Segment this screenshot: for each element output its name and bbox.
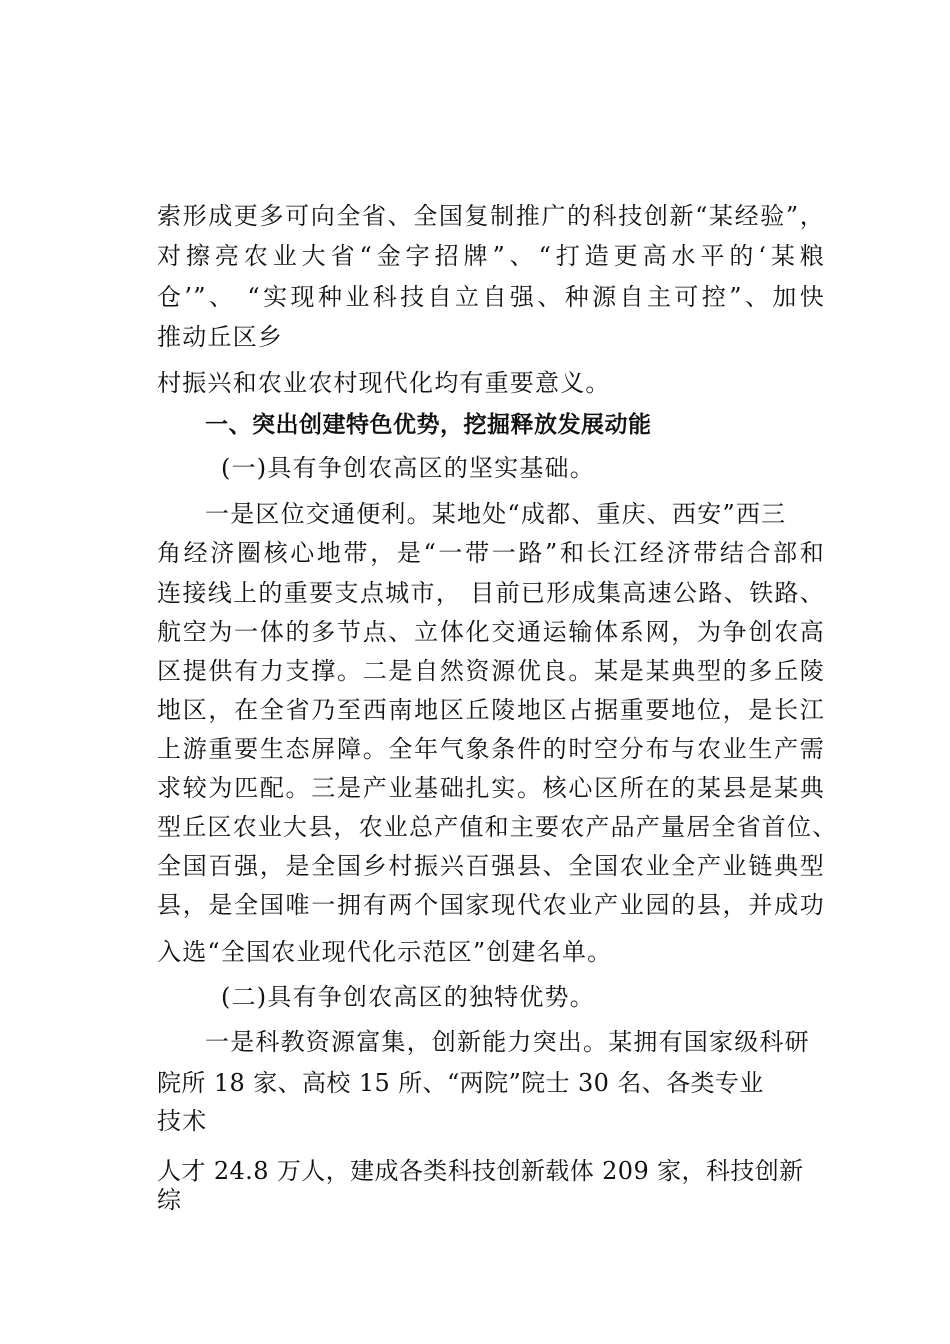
text-line: 求较为匹配。三是产业基础扎实。核心区所在的某县是某典 — [157, 774, 825, 802]
text-line: 综 — [157, 1186, 183, 1214]
text-line: 人才 24.8 万人，建成各类科技创新载体 209 家，科技创新 — [157, 1157, 804, 1185]
text-line: 索形成更多可向全省、全国复制推广的科技创新“某经验”， — [157, 202, 825, 230]
text-line: 对擦亮农业大省“金字招牌”、“打造更高水平的‘某粮 — [157, 242, 825, 270]
text-line: 院所 18 家、高校 15 所、“两院”院士 30 名、各类专业 — [157, 1069, 764, 1097]
text-line: 县，是全国唯一拥有两个国家现代农业产业园的县，并成功 — [157, 891, 825, 919]
section-heading: 一、突出创建特色优势，挖掘释放发展动能 — [205, 412, 652, 438]
text-line: 全国百强，是全国乡村振兴百强县、全国农业全产业链典型 — [157, 852, 825, 880]
text-line: 入选“全国农业现代化示范区”创建名单。 — [157, 938, 613, 966]
text-line: 技术 — [157, 1107, 208, 1135]
text-line: 仓’”、 “实现种业科技自立自强、种源自主可控”、加快 — [157, 283, 825, 311]
subsection-heading: (一)具有争创农高区的坚实基础。 — [221, 454, 595, 482]
text-line: 地区，在全省乃至西南地区丘陵地区占据重要地位，是长江 — [157, 696, 825, 724]
text-line: 村振兴和农业农村现代化均有重要意义。 — [157, 369, 611, 397]
text-line: 角经济圈核心地带，是“一带一路”和长江经济带结合部和 — [157, 539, 825, 567]
text-line: 一是区位交通便利。某地处“成都、重庆、西安”西三 — [205, 500, 787, 528]
text-line: 上游重要生态屏障。全年气象条件的时空分布与农业生产需 — [157, 735, 825, 763]
text-line: 连接线上的重要支点城市， 目前已形成集高速公路、铁路、 — [157, 579, 825, 607]
text-line: 一是科教资源富集，创新能力突出。某拥有国家级科研 — [205, 1028, 810, 1056]
text-line: 推动丘区乡 — [157, 323, 283, 351]
text-line: 型丘区农业大县，农业总产值和主要农产品产量居全省首位、 — [157, 813, 838, 841]
text-line: 航空为一体的多节点、立体化交通运输体系网，为争创农高 — [157, 618, 825, 646]
subsection-heading: (二)具有争创农高区的独特优势。 — [221, 983, 595, 1011]
text-line: 区提供有力支撑。二是自然资源优良。某是某典型的多丘陵 — [157, 657, 825, 685]
